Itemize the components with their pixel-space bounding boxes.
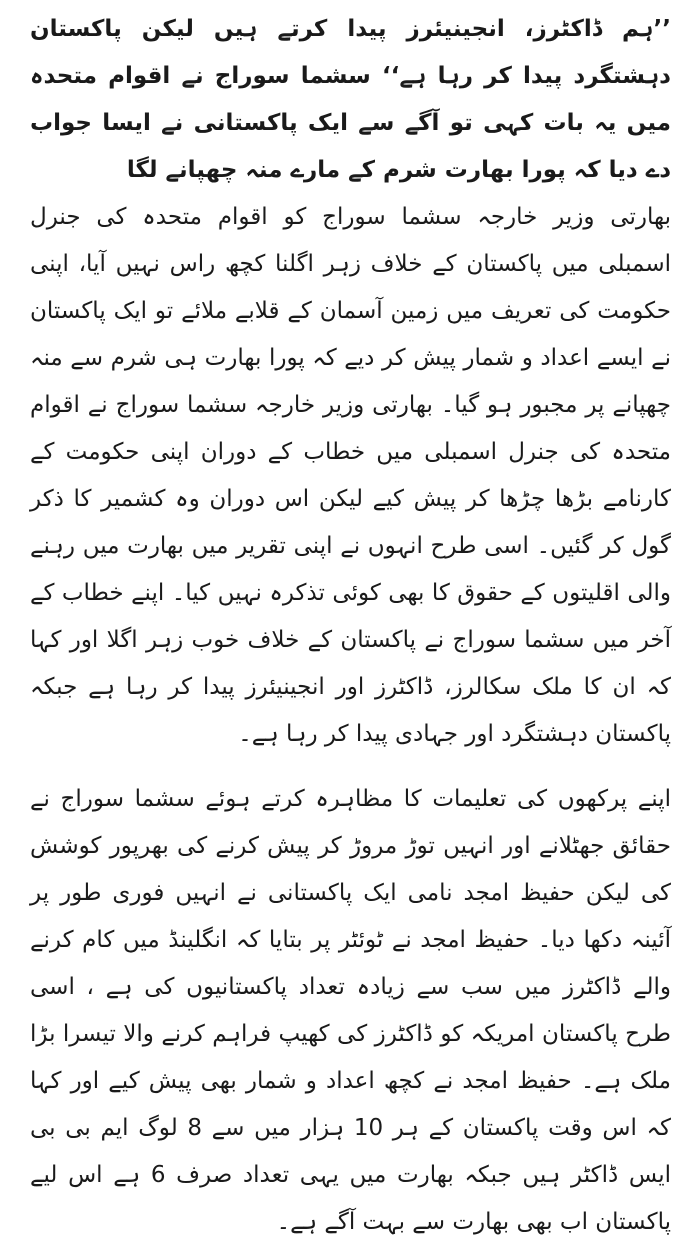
article-paragraph-2: اپنے پرکھوں کی تعلیمات کا مظاہرہ کرتے ہوئے سشما سوراج نے حقائق جھٹلانے اور انہیں توڑ مروڑ کر پیش کرنے کی بھرپور کوشش کی لیکن حفیظ امجد نامی ایک پاکستانی نے انہیں فوری طور پر آئینہ دکھا دیا۔ حفیظ امجد نے ٹوئٹر پر بتایا کہ انگلینڈ میں کام کرنے والے ڈاکٹرز میں سب سے زیادہ تعداد پاکستانیوں کی ہے ، اسی طرح پاکستان امریکہ کو ڈاکٹرز کی کھیپ فراہم کرنے والا تیسرا بڑا ملک ہے۔ حفیظ امجد نے کچھ اعداد و شمار بھی پیش کیے اور کہا کہ اس وقت پاکستان کے ہر 10 ہزار میں سے 8 لوگ ایم بی بی ایس ڈاکٹر ہیں جبکہ بھارت میں یہی تعداد صرف 6 ہے اس لیے پاکستان اب بھی بھارت سے بہت آگے ہے۔	[30, 786, 672, 1235]
article-headline: ’’ہم ڈاکٹرز، انجینیئرز پیدا کرتے ہیں لیکن پاکستان دہشتگرد پیدا کر رہا ہے‘‘ سشما سوراج نے اقوام متحدہ میں یہ بات کہی تو آگے سے ایک پاکستانی نے ایسا جواب دے دیا کہ پورا بھارت شرم کے مارے منہ چھپانے لگا	[30, 16, 671, 183]
article-paragraph-1: بھارتی وزیر خارجہ سشما سوراج کو اقوام متحدہ کی جنرل اسمبلی میں پاکستان کے خلاف زہر اگلنا کچھ راس نہیں آیا، اپنی حکومت کی تعریف میں زمین آسمان کے قلابے ملائے تو ایک پاکستان نے ایسے اعداد و شمار پیش کر دیے کہ پورا بھارت ہی شرم سے منہ چھپانے پر مجبور ہو گیا۔ بھارتی وزیر خارجہ سشما سوراج نے اقوام متحدہ کی جنرل اسمبلی میں خطاب کے دوران اپنی حکومت کے کارنامے بڑھا چڑھا کر پیش کیے لیکن اس دوران وہ کشمیر کا ذکر گول کر گئیں۔ اسی طرح انہوں نے اپنی تقریر میں بھارت میں رہنے والی اقلیتوں کے حقوق کا بھی کوئی تذکرہ نہیں کیا۔ اپنے خطاب کے آخر میں سشما سوراج نے پاکستان کے خلاف خوب زہر اگلا اور کہا کہ ان کا ملک سکالرز، ڈاکٹرز اور انجینیئرز پیدا کر رہا ہے جبکہ پاکستان دہشتگرد اور جہادی پیدا کر رہا ہے۔	[30, 204, 671, 747]
paragraph-spacer	[30, 758, 671, 776]
